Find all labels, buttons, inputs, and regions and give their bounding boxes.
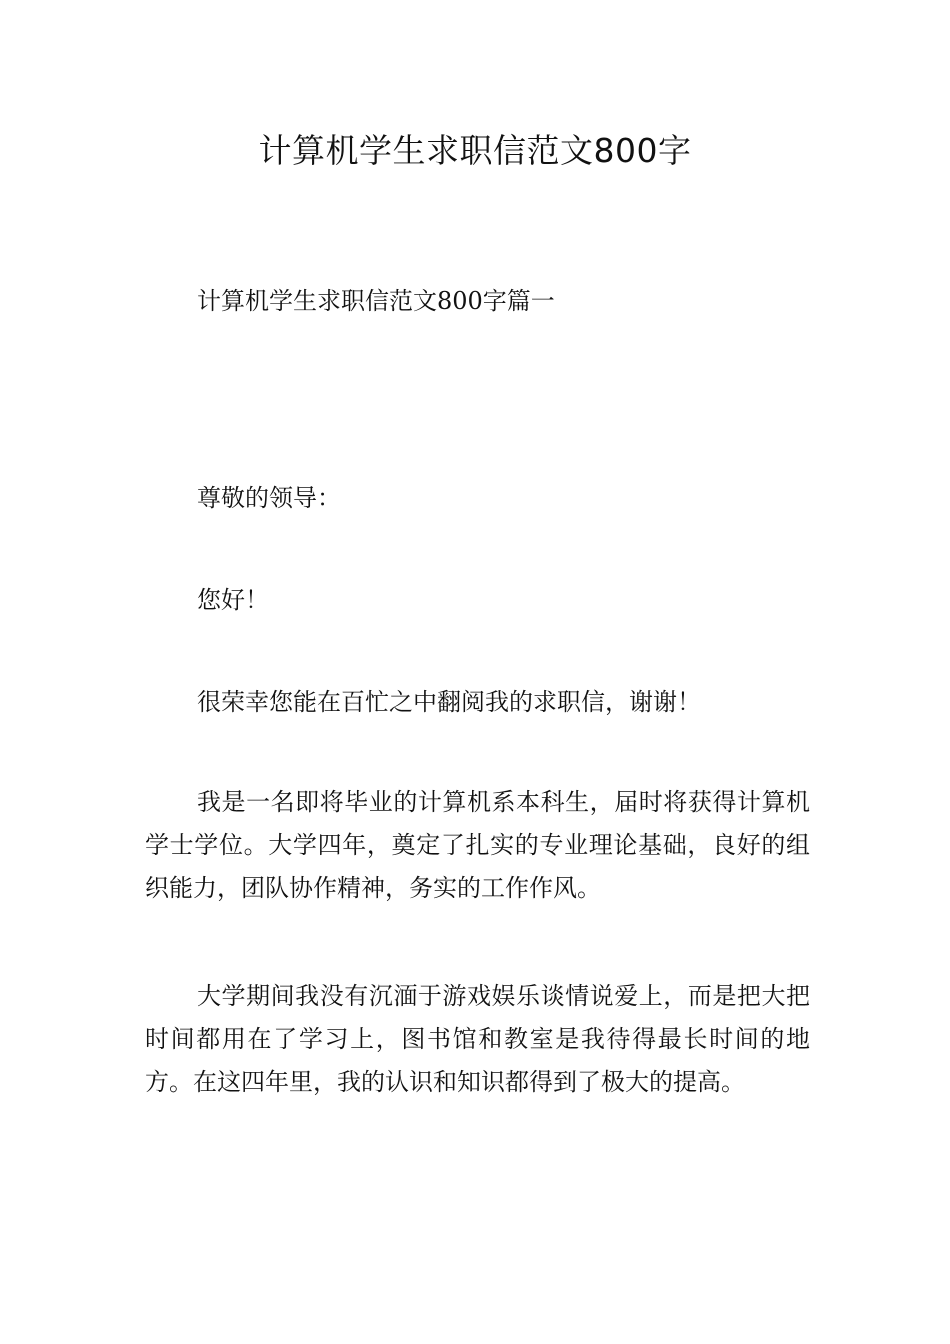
section-heading: 计算机学生求职信范文800字篇一 [197, 287, 555, 315]
salutation: 尊敬的领导： [197, 484, 341, 512]
paragraph: 很荣幸您能在百忙之中翻阅我的求职信，谢谢！ [197, 688, 701, 716]
document-title: 计算机学生求职信范文800字 [258, 131, 692, 170]
paragraph: 大学期间我没有沉湎于游戏娱乐谈情说爱上，而是把大把时间都用在了学习上，图书馆和教室是我待得最长时间的地方。在这四年里，我的认识和知识都得到了极大的提高。 [145, 982, 810, 1096]
paragraph: 我是一名即将毕业的计算机系本科生，届时将获得计算机学士学位。大学四年，奠定了扎实的专业理论基础，良好的组织能力，团队协作精神，务实的工作作风。 [145, 788, 810, 902]
greeting: 您好！ [197, 586, 269, 614]
